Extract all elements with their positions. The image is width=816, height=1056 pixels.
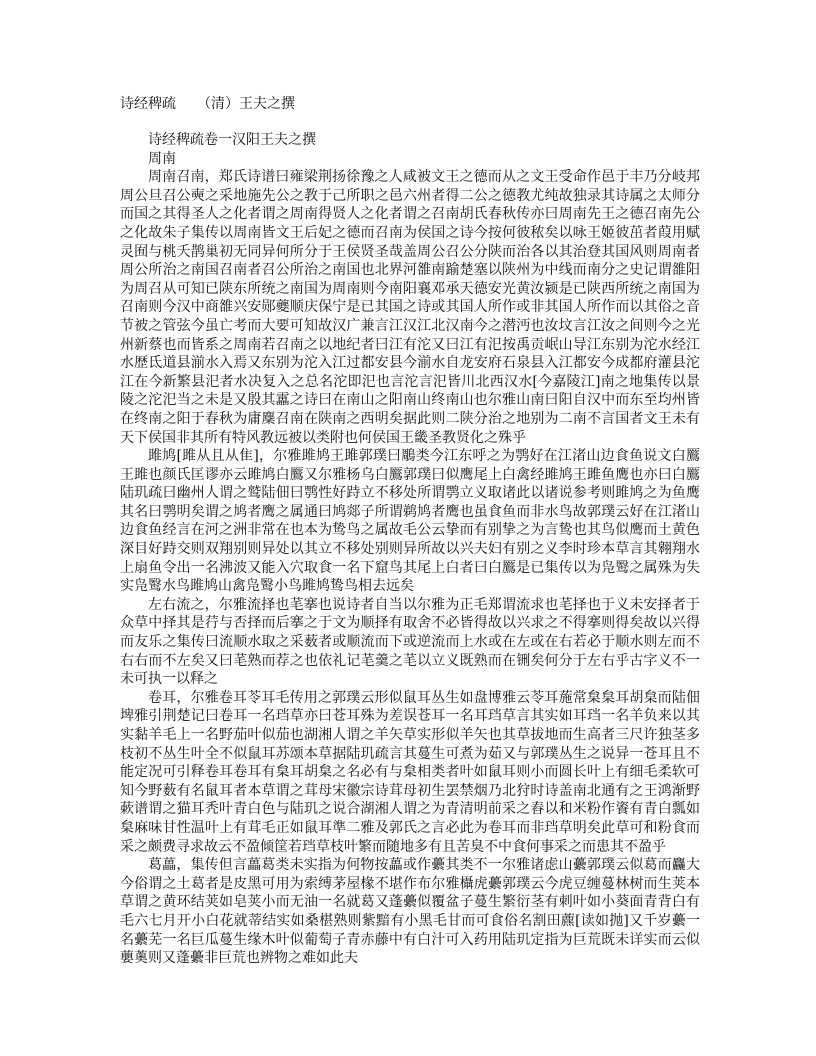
text-line: 知今野薮有名鼠耳者本草谓之茸母宋徽宗诗茸母初生罢禁烟乃北狩时诗盖南北通有之王鸿渐野 (120, 782, 700, 799)
text-line: 今俗谓之土葛者是皮黑可用为索缚茅屋椽不堪作布尔雅欇虎虆郭璞云今虎豆缠蔓林树而生荚本 (120, 875, 700, 892)
text-line: 周公旦召公奭之采地施先公之教于己所职之邑六州者得二公之德教尤纯故独录其诗属之太师分 (120, 187, 700, 204)
text-line: 埤雅引荆楚记曰卷耳一名珰草亦曰苍耳殊为差误苍耳一名耳珰草言其实如耳珰一名羊负来以其 (120, 708, 700, 725)
text-line: 而国之其得圣人之化者谓之周南得贤人之化者谓之召南胡氏春秋传亦曰周南先王之德召南先公 (120, 206, 700, 223)
text-line: 右右而不左矣又曰芼熟而荐之也依礼记芼羹之芼以立义既熟而在铏矣何分于左右乎古字义不一 (120, 652, 700, 669)
text-line: 天下侯国非其所有特风教远被以类附也何侯国王畿圣教贤化之殊乎 (120, 429, 526, 446)
text-line: 周南召南，郑氏诗谱曰雍梁荆扬徐豫之人咸被文王之德而从之文王受命作邑于丰乃分岐邦 (148, 169, 700, 186)
text-line: 而友乐之集传曰流顺水取之采薮者或顺流而下或逆流而上水或在左或在右若必于顺水则左而不 (120, 634, 700, 651)
paragraph (120, 689, 700, 856)
paragraph (120, 447, 700, 596)
text-line: 蔌谱谓之猫耳秃叶青白色与陆玑之说合湖湘人谓之为青清明前采之舂以和米粉作餈有青白瓢如 (120, 801, 700, 818)
text-line: 实黏羊毛上一名野茄叶似茄也湖湘人谓之羊矢草实形似羊矢也其草拔地而生高者三尺许独茎多 (120, 727, 700, 743)
text-line: 毛六七月开小白花就蒂结实如桑椹熟则紫黯有小黑毛甘而可食俗名割田藨[读如抛]又千岁虆一 (120, 912, 700, 929)
document-body (120, 168, 700, 968)
text-line: 江在今新繁县汜者水决复入之总名沱即汜也言沱言汜皆川北西汉水[今嘉陵江]南之地集传以景 (120, 373, 700, 390)
text-line: 草谓之黄环结荚如皂荚小而无油一名就葛又蓬虆似覆盆子蔓生繁衍茎有刺叶如小葵面青背白有 (120, 894, 700, 911)
text-line: 左右流之，尔雅流择也芼搴也说诗者自当以尔雅为正毛郑谓流求也芼择也于义未安择者于 (148, 596, 700, 613)
text-line: 葛藟，集传但言藟葛类未实指为何物按藟或作虆其类不一尔雅诸虑山虆郭璞云似葛而麤大 (148, 857, 700, 874)
text-line: 为周召从可知已陕东所统之南国为周南则今南阳襄邓承天德安光黄汝颍是已陕西所统之南国为 (120, 280, 700, 297)
text-line: 灵囿与桃夭鹊巢初无同异何所分于王侯贤圣哉盖周公召公分陕而治各以其治登其国风则周南者 (120, 243, 700, 260)
text-line: 未可执一以释之 (120, 671, 218, 688)
text-line: 王雎也颜氏匡谬亦云雎鸠白鷢又尔雅杨乌白鷢郭璞曰似鹰尾上白禽经雎鸠王雎鱼鹰也亦曰白鷢 (120, 466, 700, 483)
text-line: 其名曰鹗明矣谓之鸠者鹰之属通曰鸠郯子所谓鹈鸠者鹰也虽食鱼而非水鸟故郭璞云好在江渚山 (120, 503, 700, 520)
paragraph (120, 856, 700, 968)
text-line: 召南则今汉中商雒兴安郧夔顺庆保宁是已其国之诗或其国人所作或非其国人所作而以其俗之音 (120, 299, 700, 316)
text-line: 州新蔡也而皆系之周南若召南之以地纪者曰江有沱又曰江有汜按禹贡岷山导江东别为沱水经江 (120, 336, 700, 353)
text-line: 周公所治之南国召南者召公所治之南国也北界河雒南踰楚塞以陕州为中线而南分之史记谓雒阳 (120, 262, 700, 279)
text-line: 蘡薁则又蓬虆非巨荒也辨物之难如此夫 (120, 950, 358, 967)
text-line: 能定况可引释卷耳卷耳有枲耳胡枲之名必有与枲相类者叶如鼠耳则小而圆长叶上有细毛柔软可 (120, 764, 700, 781)
text-line: 卷耳，尔雅卷耳苓耳毛传用之郭璞云形似鼠耳丛生如盘博雅云苓耳葹常枲枲耳胡枲而陆佃 (148, 689, 700, 706)
text-line: 众草中择其是荇与否择而后搴之于文为顺择有取舍不必皆得故以兴求之不得搴则得矣故以兴得 (120, 615, 700, 632)
section-heading: 周南 (148, 150, 176, 167)
text-line: 陵之沱汜当之未是又殷其靁之诗曰在南山之阳南山终南山也尔雅山南曰阳自汉中而东至均州皆 (120, 392, 700, 409)
text-line: 名虆芜一名巨瓜蔓生缘木叶似葡萄子青赤藤中有白汁可入药用陆玑定指为巨荒既未详实而云似 (120, 931, 700, 948)
text-line: 在终南之阳于春秋为庸麇召南在陕南之西明矣据此则二陕分治之地别为二南不言国者文王未有 (120, 410, 700, 427)
text-line: 枲麻味甘性温叶上有茸毛正如鼠耳準二雅及郭氏之言必此为卷耳而非珰草明矣此草可和粉食而 (120, 819, 700, 836)
text-line: 边食鱼经言在河之洲非常在也本为鸷鸟之属故毛公云挚而有别挚之为言鸷也其鸟似鹰而土黄色 (120, 522, 700, 539)
paragraph (120, 168, 700, 447)
text-line: 枝初不丛生叶全不似鼠耳苏颂本草据陆玑疏言其蔓生可煮为茹又与郭璞丛生之说异一苍耳且不 (120, 745, 700, 762)
text-line: 雎鸠[雎从且从隹]，尔雅雎鸠王雎郭璞曰鵰类今江东呼之为鹗好在江渚山边食鱼说文白鷢 (148, 448, 700, 465)
text-line: 之化故朱子集传以周南皆文王后妃之德而召南为侯国之诗今按何彼秾矣以咏王姬彼茁者葭用赋 (120, 224, 700, 241)
text-line: 上扇鱼令出一名沸波又能入穴取食一名下窟鸟其尾上白者曰白鷢是已集传以为凫鹥之属殊为失 (120, 559, 700, 576)
text-line: 实凫鹥水鸟雎鸠山禽凫鹥小鸟雎鸠鸷鸟相去远矣 (120, 578, 414, 595)
text-line: 节被之管弦今虽亡考而大要可知故汉广兼言江汉江北汉南今之潜沔也汝坟言江汝之间则今之光 (120, 317, 700, 334)
text-line: 陆玑疏曰幽州人谓之鹫陆佃曰鹗性好跱立不移处所谓鹗立义取诸此以诸说参考则雎鸠之为鱼鹰 (120, 485, 700, 502)
text-line: 采之颇费寻求故云不盈倾筐若珰草枝叶繁而随地多有且苦臭不中食何事采之而患其不盈乎 (120, 838, 666, 855)
text-line: 水歴氐道县湔水入焉又东别为沱入江过都安县今湔水自龙安府石泉县入江都安今成都府灌县沱 (120, 355, 700, 372)
document-title: 诗经稗疏 （清）王夫之撰 (120, 96, 295, 112)
text-line: 深目好跱交则双翔别则异处以其立不移处别则异所故以兴夫妇有别之义李时珍本草言其翱翔水 (120, 541, 700, 558)
paragraph (120, 596, 700, 689)
volume-heading: 诗经稗疏卷一汉阳王夫之撰 (148, 132, 316, 148)
document-page (120, 95, 700, 968)
